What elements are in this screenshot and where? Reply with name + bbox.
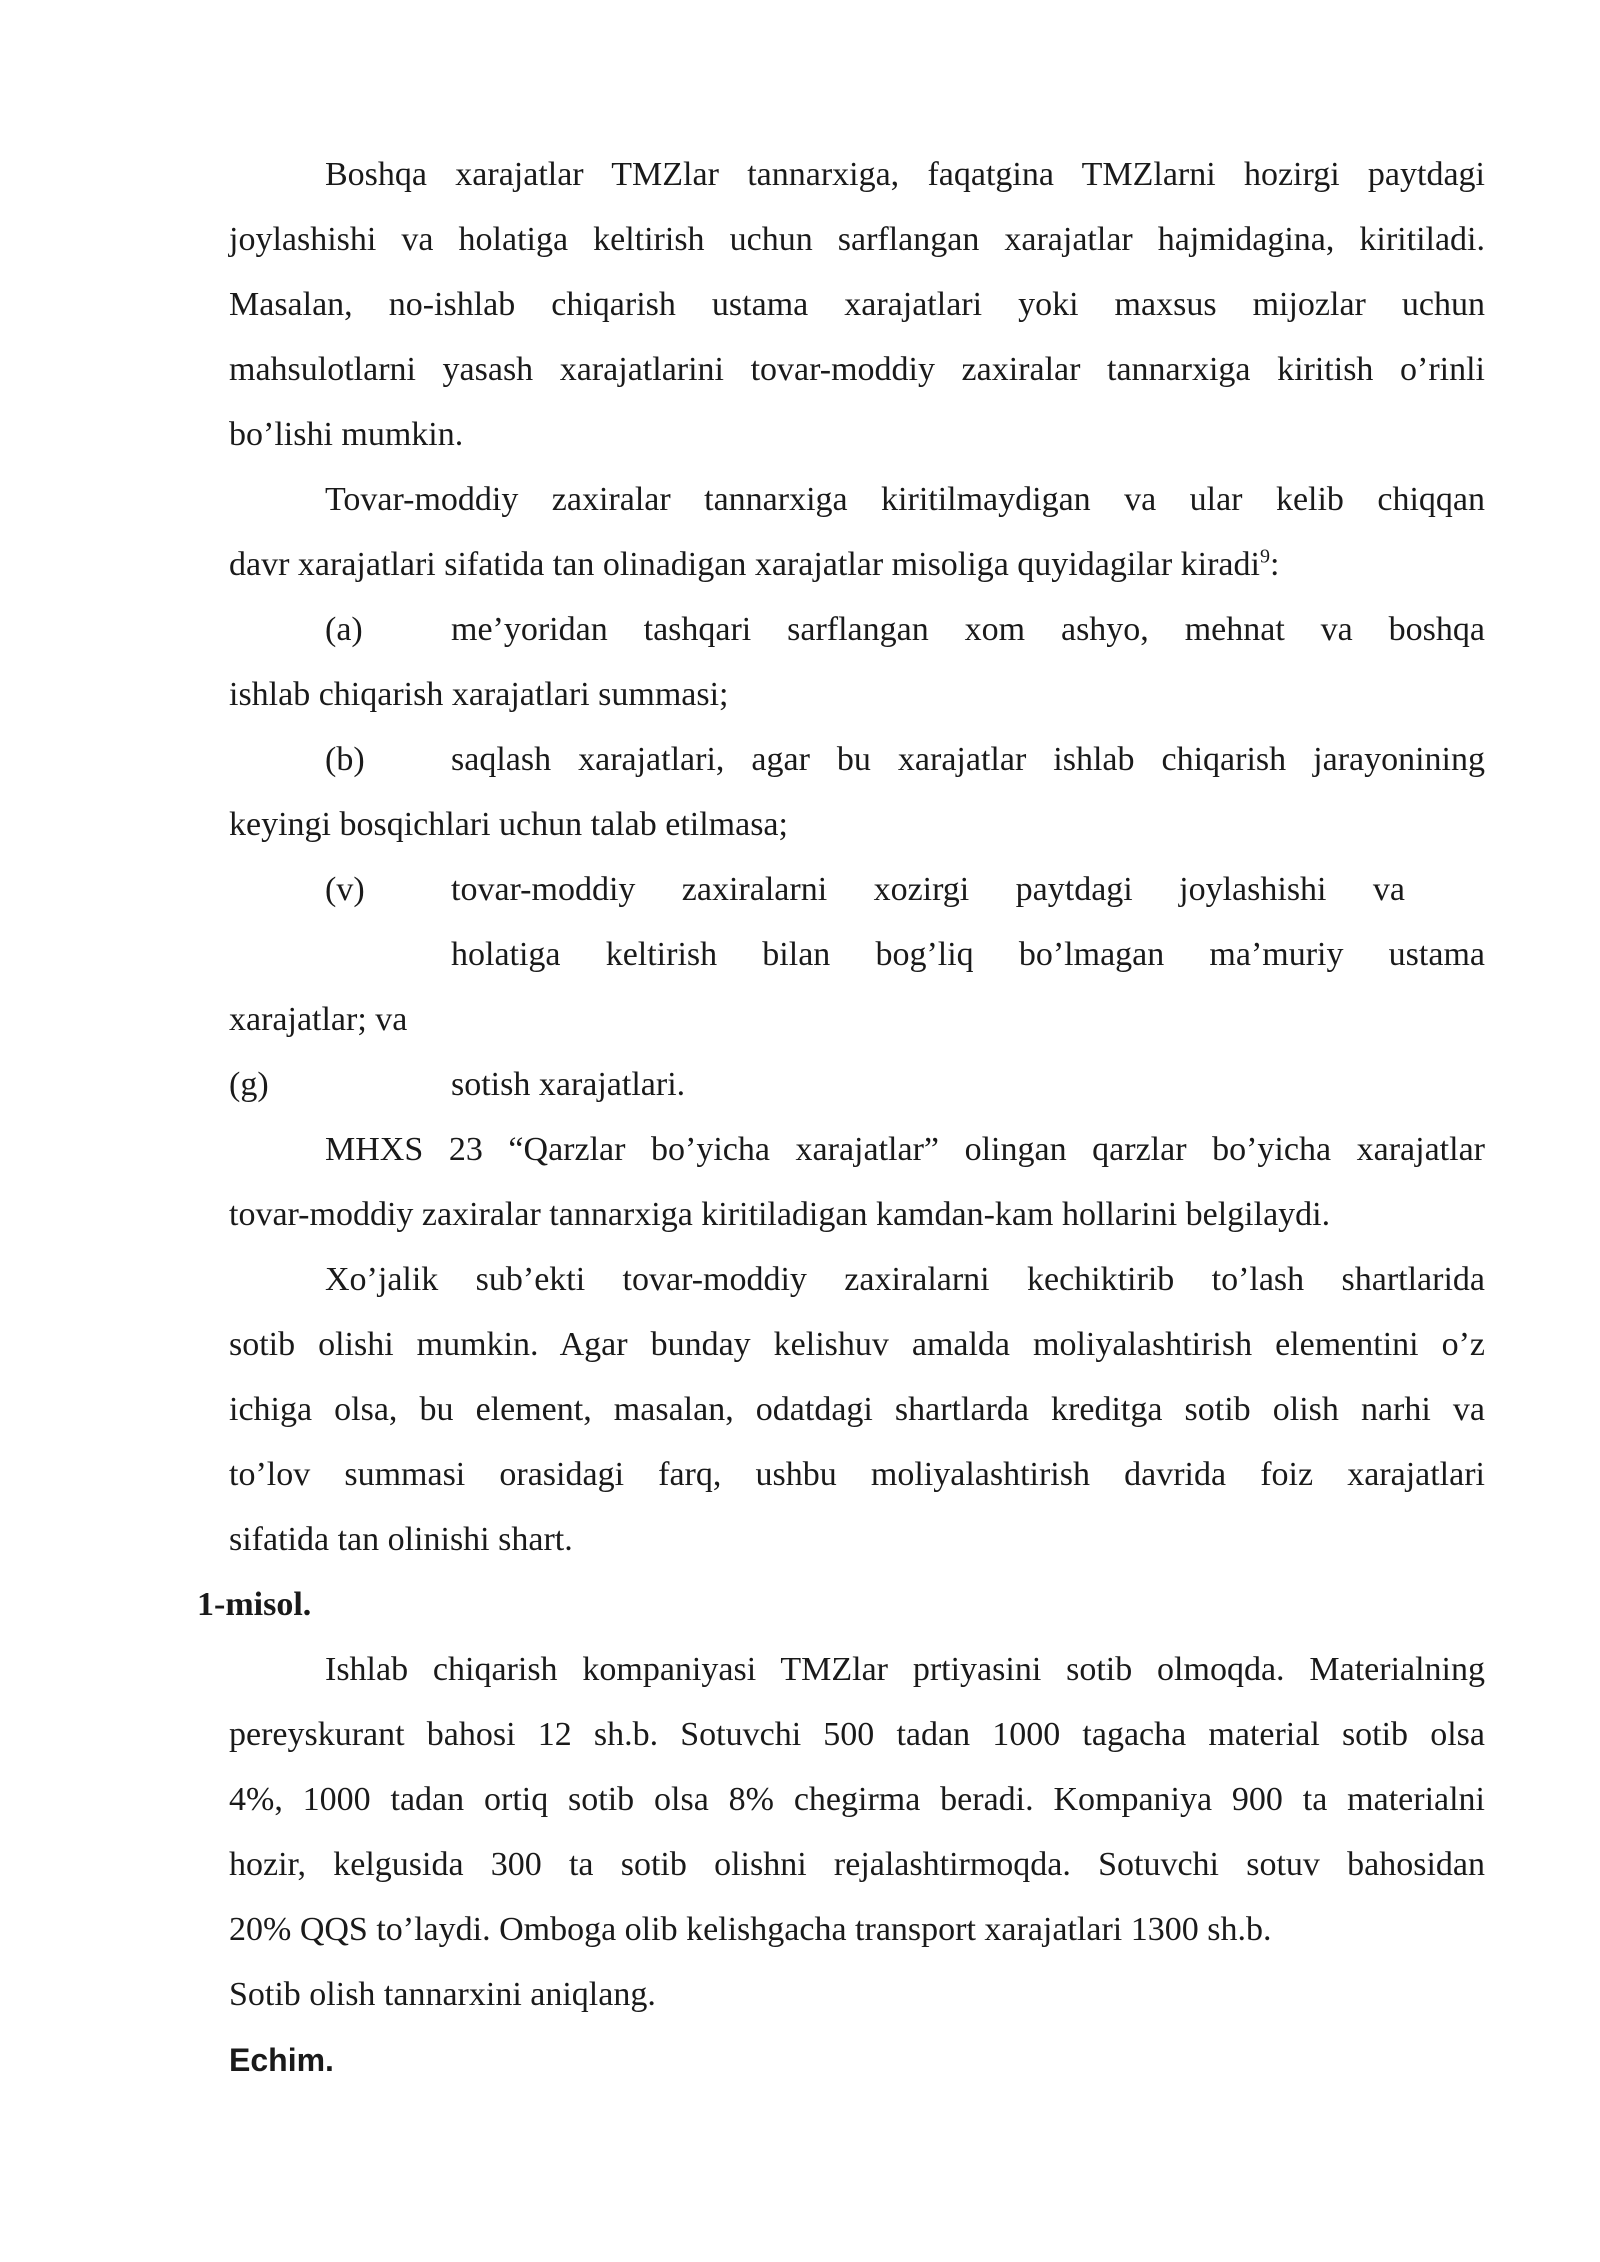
- list-item-b-line-1: saqlash xarajatlari, agar bu xarajatlar ishlab chiqarish jarayonining: [451, 741, 1485, 778]
- list-item-b-line-2: keyingi bosqichlari uchun talab etilmasa;: [229, 806, 788, 843]
- list-marker-a: (a): [325, 611, 363, 648]
- example-label: misol.: [225, 1586, 312, 1623]
- example-number: 1-: [197, 1586, 226, 1623]
- paragraph-1-line-5: bo’lishi mumkin.: [229, 416, 464, 453]
- paragraph-4-line-3: ichiga olsa, bu element, masalan, odatdagi shartlarda kreditga sotib olish narhi va: [229, 1391, 1485, 1428]
- list-item-v-line-1: tovar-moddiy zaxiralarni xozirgi paytdagi joylashishi va: [451, 871, 1405, 908]
- paragraph-5-line-1: Ishlab chiqarish kompaniyasi TMZlar prtiyasini sotib olmoqda. Materialning: [325, 1651, 1485, 1688]
- footnote-reference: 9: [1259, 545, 1270, 568]
- paragraph-2-line-2-text: davr xarajatlari sifatida tan olinadigan xarajatlar misoliga quyidagilar kiradi: [229, 546, 1260, 583]
- paragraph-3-line-1: MHXS 23 “Qarzlar bo’yicha xarajatlar” olingan qarzlar bo’yicha xarajatlar: [325, 1131, 1485, 1168]
- list-item-v-line-2: holatiga keltirish bilan bog’liq bo’lmagan ma’muriy ustama: [451, 936, 1485, 973]
- paragraph-3-line-2: tovar-moddiy zaxiralar tannarxiga kiritiladigan kamdan-kam hollarini belgilaydi.: [229, 1196, 1331, 1233]
- list-marker-b: (b): [325, 741, 365, 778]
- paragraph-1-line-3: Masalan, no-ishlab chiqarish ustama xarajatlari yoki maxsus mijozlar uchun: [229, 286, 1485, 323]
- paragraph-1-line-1: Boshqa xarajatlar TMZlar tannarxiga, faqatgina TMZlarni hozirgi paytdagi: [325, 156, 1485, 193]
- list-item-v-line-3: xarajatlar; va: [229, 1001, 408, 1038]
- paragraph-4-line-5: sifatida tan olinishi shart.: [229, 1521, 573, 1558]
- paragraph-1-line-2: joylashishi va holatiga keltirish uchun sarflangan xarajatlar hajmidagina, kiritiladi.: [229, 221, 1485, 258]
- paragraph-4-line-1: Xo’jalik sub’ekti tovar-moddiy zaxiralarni kechiktirib to’lash shartlarida: [325, 1261, 1485, 1298]
- paragraph-4-line-4: to’lov summasi orasidagi farq, ushbu moliyalashtirish davrida foiz xarajatlari: [229, 1456, 1485, 1493]
- paragraph-4-line-2: sotib olishi mumkin. Agar bunday kelishuv amalda moliyalashtirish elementini o’z: [229, 1326, 1485, 1363]
- solution-heading: Echim.: [229, 2042, 334, 2078]
- list-item-g-line-1: sotish xarajatlari.: [451, 1066, 686, 1103]
- example-heading: [197, 1585, 311, 1625]
- paragraph-2-line-2: [229, 545, 1279, 585]
- paragraph-1-line-4: mahsulotlarni yasash xarajatlarini tovar-moddiy zaxiralar tannarxiga kiritish o’rinli: [229, 351, 1485, 388]
- paragraph-2-line-1: Tovar-moddiy zaxiralar tannarxiga kiritilmaydigan va ular kelib chiqqan: [325, 481, 1485, 518]
- paragraph-5-line-4: hozir, kelgusida 300 ta sotib olishni rejalashtirmoqda. Sotuvchi sotuv bahosidan: [229, 1846, 1485, 1883]
- paragraph-2-line-2-colon: :: [1269, 546, 1280, 583]
- paragraph-5-line-3: 4%, 1000 tadan ortiq sotib olsa 8% chegirma beradi. Kompaniya 900 ta materialni: [229, 1781, 1485, 1818]
- paragraph-5-line-5: 20% QQS to’laydi. Omboga olib kelishgacha transport xarajatlari 1300 sh.b.: [229, 1911, 1272, 1948]
- list-item-a-line-2: ishlab chiqarish xarajatlari summasi;: [229, 676, 729, 713]
- paragraph-5-line-2: pereyskurant bahosi 12 sh.b. Sotuvchi 500 tadan 1000 tagacha material sotib olsa: [229, 1716, 1485, 1753]
- list-item-a-line-1: me’yoridan tashqari sarflangan xom ashyo, mehnat va boshqa: [451, 611, 1485, 648]
- list-marker-v: (v): [325, 871, 365, 908]
- paragraph-5-line-6: Sotib olish tannarxini aniqlang.: [229, 1976, 656, 2013]
- list-marker-g: (g): [229, 1066, 269, 1103]
